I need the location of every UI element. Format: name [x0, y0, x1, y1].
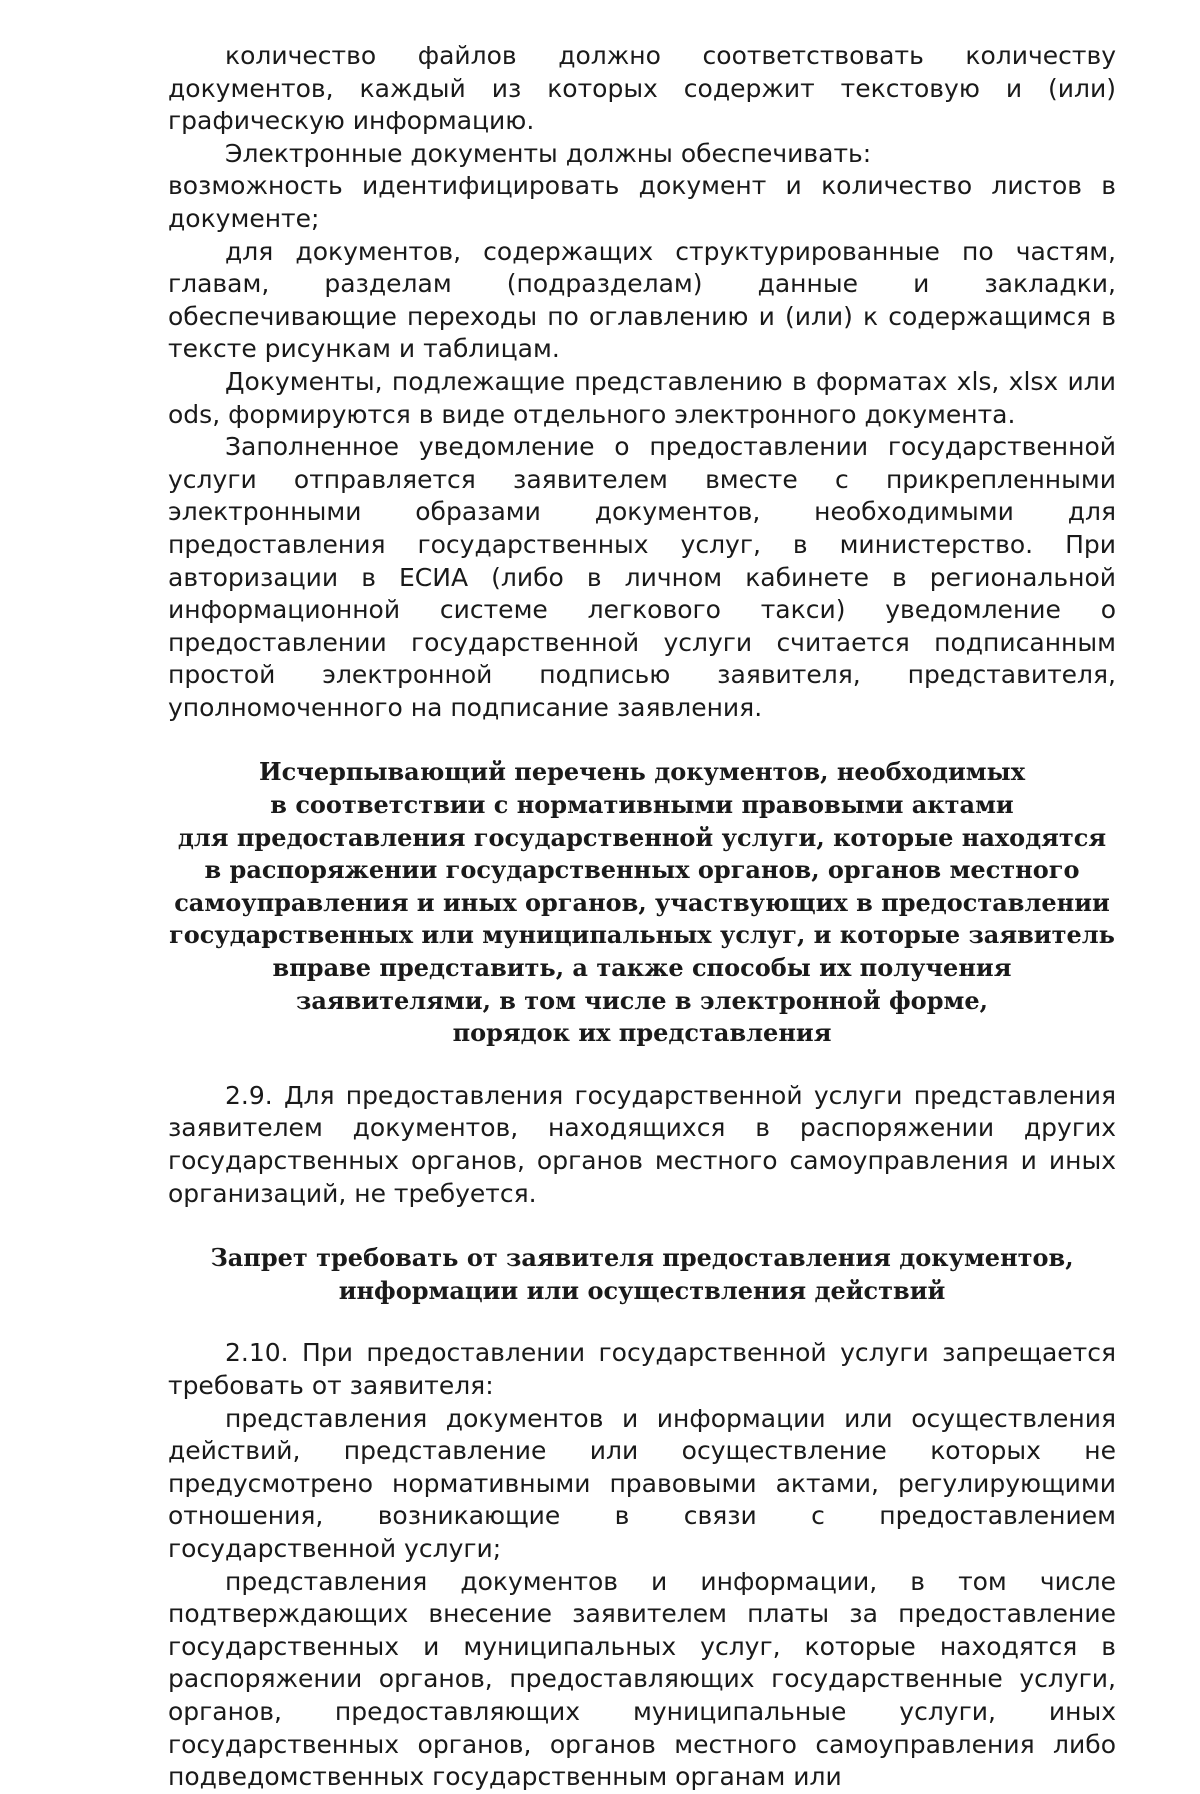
paragraph-electronic-docs: Электронные документы должны обеспечивать: [225, 138, 872, 168]
paragraph-2-10: 2.10. При предоставлении государственной услуги запрещается требовать от заявителя: [168, 1338, 1116, 1400]
heading-line: государственных или муниципальных услуг, и которые заявитель [169, 920, 1115, 950]
section-heading-documents-list [168, 756, 1116, 1049]
heading-line: самоуправления и иных органов, участвующих в предоставлении [174, 887, 1110, 917]
paragraph-file-count: количество файлов должно соответствовать количеству документов, каждый из которых содержит текстовую и (или) графическую информацию. [168, 41, 1116, 136]
heading-line: для предоставления государственной услуги, которые находятся [177, 822, 1107, 852]
section-gap [168, 1050, 1116, 1080]
paragraph-structured: для документов, содержащих структурированные по частям, главам, разделам (подразделам) данные и закладки, обеспечивающие переходы по оглавлению и (или) к содержащимся в тексте рисункам и таблицам. [168, 236, 1116, 364]
paragraph-prohibition-documents: представления документов и информации, в том числе подтверждающих внесение заявителем платы за предоставление государственных и муниципальных услуг, которые находятся в распоряжении органов, предоставляющих государственные услуги, органов, предоставляющих муниципальные услуги, иных государственных органов, органов местного самоуправления либо подведомственных государственным органам или [168, 1566, 1116, 1792]
paragraph-identify: возможность идентифицировать документ и количество листов в документе; [168, 171, 1116, 233]
paragraph-prohibition-actions: представления документов и информации или осуществления действий, представление или осуществление которых не предусмотрено нормативными правовыми актами, регулирующими отношения, возникающие в связи с предоставлением государственной услуги; [168, 1403, 1116, 1563]
section-heading-prohibition [168, 1242, 1116, 1307]
heading-line: Запрет требовать от заявителя предоставления документов, [210, 1243, 1074, 1273]
paragraph-formats: Документы, подлежащие представлению в форматах xls, xlsx или ods, формируются в виде отдельного электронного документа. [168, 366, 1116, 429]
heading-line: Исчерпывающий перечень документов, необходимых [258, 757, 1026, 787]
heading-line: в распоряжении государственных органов, органов местного [204, 855, 1080, 885]
heading-line: вправе представить, а также способы их получения [272, 953, 1012, 983]
heading-line: заявителями, в том числе в электронной форме, [296, 985, 988, 1015]
heading-line: в соответствии с нормативными правовыми актами [270, 790, 1014, 820]
heading-line: порядок их представления [452, 1018, 832, 1048]
section-gap [168, 1210, 1116, 1242]
document-page [168, 40, 1116, 1794]
paragraph-2-9: 2.9. Для предоставления государственной услуги представления заявителем документов, находящихся в распоряжении других государственных органов, органов местного самоуправления и иных организаций, не требуется. [168, 1080, 1116, 1208]
section-gap [168, 1307, 1116, 1337]
paragraph-notification: Заполненное уведомление о предоставлении государственной услуги отправляется заявителем вместе с прикрепленными электронными образами документов, необходимыми для предоставления государственных услуг, в министерство. При авторизации в ЕСИА (либо в личном кабинете в региональной информационной системе легкового такси) уведомление о предоставлении государственной услуги считается подписанным простой электронной подписью заявителя, представителя, уполномоченного на подписание заявления. [168, 432, 1116, 722]
section-gap [168, 724, 1116, 756]
heading-line: информации или осуществления действий [338, 1275, 946, 1305]
